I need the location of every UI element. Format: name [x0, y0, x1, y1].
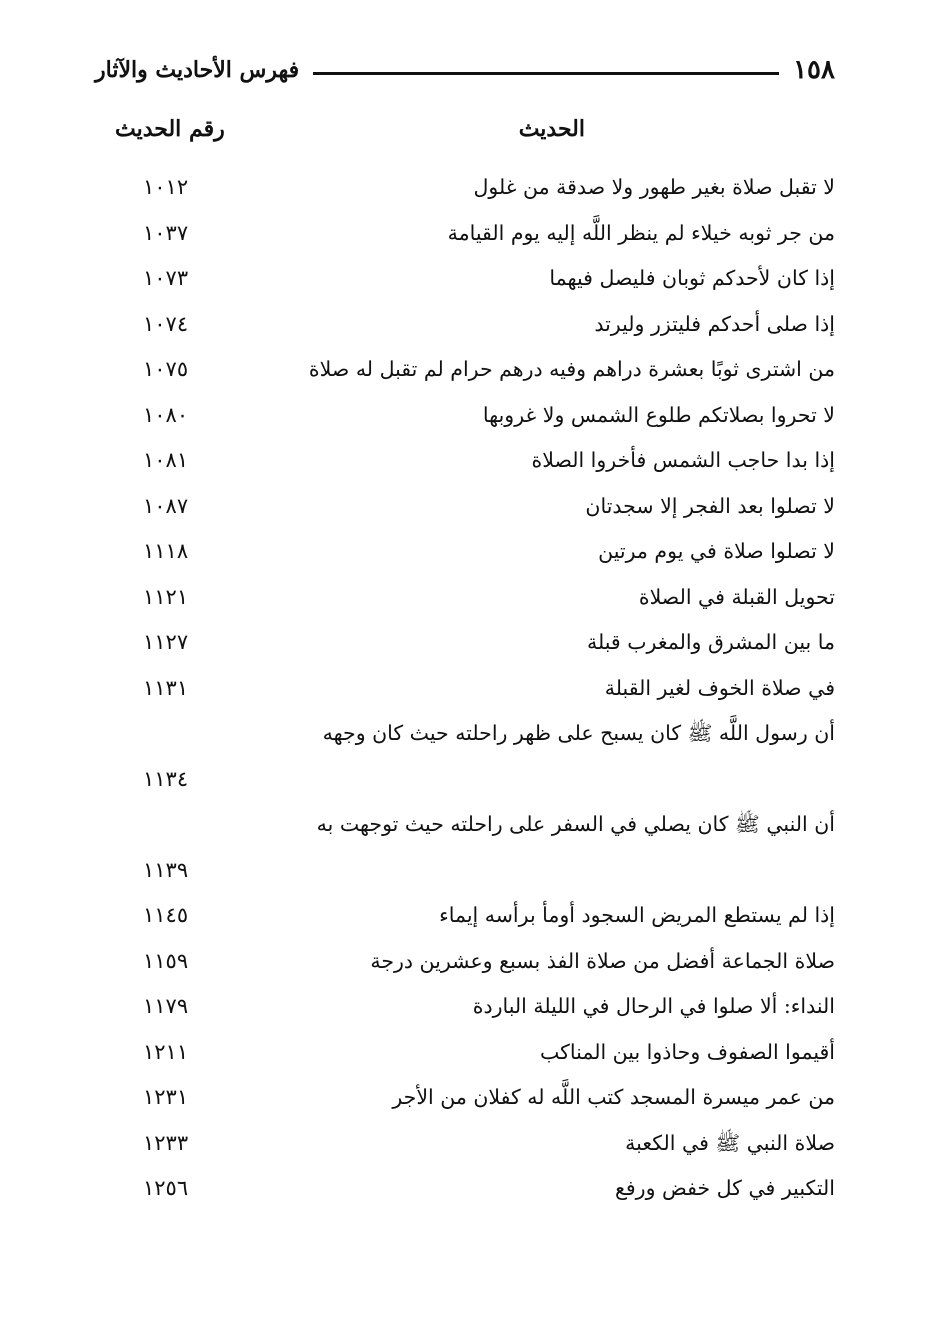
list-item: [95, 529, 835, 575]
hadith-text: ما بين المشرق والمغرب قبلة: [586, 630, 835, 654]
list-item: [95, 620, 835, 666]
hadith-number: ١٠٨٠: [143, 402, 189, 427]
list-item: [95, 711, 835, 802]
hadith-number: ١٠٣٧: [143, 220, 189, 245]
hadith-text: إذا صلى أحدكم فليتزر وليرتد: [594, 311, 835, 336]
hadith-text: من عمر ميسرة المسجد كتب اللَّه له كفلان من الأجر: [392, 1085, 835, 1109]
hadith-text: إذا لم يستطع المريض السجود أومأ برأسه إيماء: [439, 903, 835, 927]
hadith-text: أن رسول اللَّه ﷺ كان يسبح على ظهر راحلته حيث كان وجهه: [322, 721, 835, 745]
hadith-text: النداء: ألا صلوا في الرحال في الليلة الباردة: [472, 994, 835, 1018]
hadith-number: ١٢١١: [143, 1039, 189, 1064]
list-item: [95, 893, 835, 939]
hadith-number: ١١٤٥: [143, 903, 189, 927]
list-item: [95, 1166, 835, 1212]
list-item: [95, 393, 835, 439]
hadith-text: إذا بدا حاجب الشمس فأخروا الصلاة: [531, 448, 835, 472]
hadith-text: أن النبي ﷺ كان يصلي في السفر على راحلته حيث توجهت به: [316, 812, 835, 836]
hadith-number: ١١٣١: [143, 675, 189, 700]
hadith-number: ١٠٨٧: [143, 493, 189, 518]
hadith-text: من جر ثوبه خيلاء لم ينظر اللَّه إليه يوم القيامة: [447, 220, 835, 245]
hadith-number: ١١٢١: [143, 584, 189, 609]
column-headings: [95, 116, 835, 152]
hadith-number: ١٠٧٤: [143, 311, 189, 336]
hadith-number: ١٢٣٣: [143, 1130, 189, 1155]
hadith-index-list: [95, 165, 835, 1212]
list-item: [95, 302, 835, 348]
hadith-text: إذا كان لأحدكم ثوبان فليصل فيهما: [549, 266, 835, 290]
list-item: [95, 256, 835, 302]
list-item: [95, 666, 835, 712]
list-item: [95, 438, 835, 484]
hadith-text: التكبير في كل خفض ورفع: [614, 1176, 835, 1200]
hadith-text: صلاة النبي ﷺ في الكعبة: [625, 1130, 835, 1155]
list-item: [95, 1121, 835, 1167]
running-title: فهرس الأحاديث والآثار: [95, 57, 300, 83]
hadith-number: ١٠٧٥: [143, 357, 189, 381]
list-item: [95, 984, 835, 1030]
hadith-text: لا تصلوا صلاة في يوم مرتين: [598, 539, 835, 563]
list-item: [95, 165, 835, 211]
list-item: [95, 1075, 835, 1121]
hadith-number: ١١٧٩: [143, 994, 189, 1018]
running-header: [95, 50, 835, 90]
hadith-number: ١١٢٧: [143, 630, 189, 654]
hadith-text: صلاة الجماعة أفضل من صلاة الفذ بسبع وعشرين درجة: [370, 948, 835, 973]
hadith-number: ١٠١٢: [143, 175, 189, 199]
list-item: [95, 802, 835, 893]
hadith-number: ١٠٧٣: [143, 266, 189, 290]
hadith-text: أقيموا الصفوف وحاذوا بين المناكب: [540, 1039, 835, 1064]
page-number: ١٥٨: [793, 55, 835, 85]
list-item: [95, 347, 835, 393]
hadith-text: لا تقبل صلاة بغير طهور ولا صدقة من غلول: [473, 175, 835, 199]
hadith-text: في صلاة الخوف لغير القبلة: [604, 675, 835, 700]
column-heading-hadith: الحديث: [518, 116, 585, 142]
hadith-text: لا تحروا بصلاتكم طلوع الشمس ولا غروبها: [482, 402, 835, 427]
column-heading-number: رقم الحديث: [115, 116, 225, 142]
hadith-number: ١١٣٤: [143, 766, 189, 791]
list-item: [95, 211, 835, 257]
list-item: [95, 575, 835, 621]
hadith-number: ١١٥٩: [143, 948, 189, 973]
hadith-number: ١٢٥٦: [143, 1176, 189, 1200]
hadith-text: تحويل القبلة في الصلاة: [638, 584, 835, 609]
list-item: [95, 939, 835, 985]
hadith-text: من اشترى ثوبًا بعشرة دراهم وفيه درهم حرام لم تقبل له صلاة: [308, 357, 835, 381]
hadith-number: ١١٣٩: [143, 857, 189, 882]
header-rule: [313, 72, 779, 75]
list-item: [95, 1030, 835, 1076]
hadith-number: ١٢٣١: [143, 1085, 189, 1109]
list-item: [95, 484, 835, 530]
hadith-number: ١٠٨١: [143, 448, 189, 472]
hadith-number: ١١١٨: [143, 539, 189, 563]
hadith-text: لا تصلوا بعد الفجر إلا سجدتان: [585, 493, 835, 518]
